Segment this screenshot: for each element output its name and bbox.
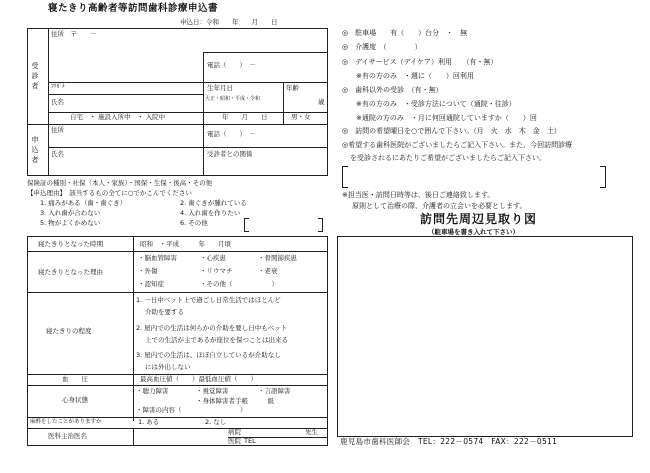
day-service-options[interactable]: ◎ デイサービス（デイケア）利用 （有・無）: [342, 58, 498, 66]
reason-chewing[interactable]: 5. 物がよくかめない: [40, 219, 101, 227]
applicant-name-label: 氏名: [51, 150, 64, 158]
other-reason-bracket-open: [244, 218, 249, 232]
cause-other[interactable]: ・その他（ ）: [200, 280, 278, 288]
mind-vision[interactable]: ・視覚障害: [196, 387, 229, 395]
cause-bone-joint[interactable]: ・骨関節疾患: [258, 254, 297, 262]
map-drawing-area[interactable]: [337, 236, 633, 437]
mind-speech[interactable]: ・言語障害: [258, 387, 291, 395]
commute-frequency[interactable]: ※通院の方のみ ・月に何回通院していますか（ ）回: [356, 114, 537, 122]
visit-method-options[interactable]: ※有の方のみ ・受診方法について（通院・往診）: [356, 100, 516, 108]
cause-cerebrovascular[interactable]: ・脳血管障害: [138, 254, 177, 262]
mind-disability-cert[interactable]: ・身体障害者手帳 級: [196, 397, 274, 405]
bedridden-time-label: 寝たきりとなった時期: [38, 240, 103, 248]
degree-3[interactable]: 3. 屋内での生活は、ほぼ自立しているが介助なし: [136, 351, 281, 359]
age-label: 年齢: [286, 84, 299, 92]
doctor-suffix: 先生: [305, 428, 318, 436]
map-subtitle: （駐車場を書き入れて下さい）: [428, 228, 519, 236]
blood-pressure-label: 血 圧: [62, 375, 88, 383]
reason-other[interactable]: 6. その他: [180, 219, 208, 227]
applicant-address-label: 住所: [51, 126, 64, 134]
patient-furigana-label: ﾌﾘｶﾞﾅ: [51, 84, 65, 90]
applicant-relation-label: 受診者との関係: [207, 150, 253, 158]
residence-options[interactable]: 自宅 ・ 施設入所中 ・ 入院中: [70, 113, 166, 121]
birth-date-label: 生年月日: [207, 84, 233, 92]
degree-2-cont: 上での生活が主であるが座位を保つことは出来る: [145, 336, 288, 344]
reason-denture-fit[interactable]: 3. 入れ歯が合わない: [40, 209, 101, 217]
attendance-note: 原則として治療の際、介護者の立会いを必要とします。: [352, 202, 527, 210]
bedridden-reason-label: 寝たきりとなった理由: [38, 268, 103, 276]
patient-name-label: 氏名: [51, 98, 64, 106]
birth-ymd[interactable]: 年 月 日: [222, 113, 268, 121]
patient-address-label: 住所 〒 －: [51, 30, 97, 38]
cause-heart[interactable]: ・心疾患: [200, 254, 226, 262]
reason-gum-swelling[interactable]: 2. 歯ぐきが腫れている: [180, 199, 247, 207]
cause-injury[interactable]: ・外傷: [138, 267, 158, 275]
degree-3-cont: には外出しない: [145, 363, 191, 371]
day-service-frequency[interactable]: ※有の方のみ ・週に（ ）回利用: [356, 72, 474, 80]
degree-1-cont: 介助を要する: [145, 308, 184, 316]
clinic-label: 医院: [228, 437, 241, 445]
cause-senility[interactable]: ・老衰: [258, 267, 278, 275]
applicant-section-label: 申込者: [31, 136, 40, 166]
mental-physical-label: 心身状態: [62, 396, 88, 404]
blood-pressure-value[interactable]: 最高血圧値（ ）最低血圧値（ ）: [140, 375, 257, 383]
birth-era-options[interactable]: 大正・昭和・平成・令和: [205, 96, 261, 102]
preferred-clinic-note-2: を受診されるにあたりご希望がございましたらご記入下さい。: [350, 154, 546, 162]
patient-section-label: 受診者: [31, 62, 40, 92]
hospital-label: 病院: [228, 428, 241, 436]
form-title: 寝たきり高齢者等訪問歯科診療申込書: [48, 3, 219, 14]
mind-disability-detail[interactable]: ・障害の内容（ ）: [136, 406, 247, 414]
cause-rheumatism[interactable]: ・リウマチ: [200, 267, 233, 275]
visit-day-options[interactable]: ◎ 訪問の希望曜日を○で囲んで下さい。（月 火 水 木 金 土）: [342, 127, 561, 135]
wish-bracket-open: [342, 166, 348, 188]
age-unit: 歳: [318, 98, 325, 106]
care-level-field[interactable]: ◎ 介護度 （ ）: [342, 43, 422, 51]
doctor-label: 医科主治医名: [48, 432, 87, 440]
parking-options[interactable]: ◎ 駐車場 有（ ）台分 ・ 無: [342, 29, 468, 37]
reason-new-denture[interactable]: 4. 入れ歯を作りたい: [180, 209, 241, 217]
anesthesia-yes[interactable]: 1. ある: [138, 418, 160, 426]
contact-note: ※担当医・訪問日時等は、後日ご連絡致します。: [342, 191, 495, 199]
other-reason-bracket-close: [318, 218, 323, 232]
bedridden-time-value[interactable]: 昭和 ・平成 年 月頃: [140, 240, 231, 248]
preferred-clinic-note: ◎希望する歯科医院がございましたらご記入下さい。また、今回訪問診療: [342, 141, 573, 149]
applicant-phone-field[interactable]: 電話（ ） －: [207, 130, 256, 138]
patient-phone-field[interactable]: 電話（ ） －: [207, 61, 256, 69]
clinic-tel-label[interactable]: TEL: [244, 437, 256, 445]
reason-header: 【申込理由】 該当するもの全てに○でかこんでください: [27, 189, 192, 197]
cause-dementia[interactable]: ・認知症: [138, 280, 164, 288]
application-date[interactable]: 申込日：令和 年 月 日: [180, 18, 278, 26]
degree-2[interactable]: 2. 屋内での生活は何らかの介助を要し日中もベット: [136, 324, 288, 332]
reason-pain[interactable]: 1. 痛みがある（歯・歯ぐき）: [40, 199, 127, 207]
bedridden-degree-label: 寝たきりの程度: [46, 327, 92, 335]
mind-hearing[interactable]: ・聴力障害: [136, 387, 169, 395]
insurance-type-options[interactable]: 保険証の種別・社保（本人・家族）・国保・生保・後高・その他: [27, 179, 213, 187]
sex-options[interactable]: 男・女: [291, 113, 311, 121]
anesthesia-no[interactable]: 2. なし: [205, 418, 227, 426]
anesthesia-question: 麻酔をしたことがありますか: [30, 419, 102, 425]
wish-bracket-close: [600, 166, 606, 188]
map-title: 訪問先周辺見取り図: [420, 212, 538, 226]
other-dental-options[interactable]: ◎ 歯科以外の受診 （有・無）: [342, 86, 443, 94]
degree-1[interactable]: 1. 一日中ベット上で過ごし日常生活ではほとんど: [136, 296, 281, 304]
footer-contact: 鹿児島市歯科医師会 TEL：222－0574 FAX：222－0511: [340, 437, 558, 446]
